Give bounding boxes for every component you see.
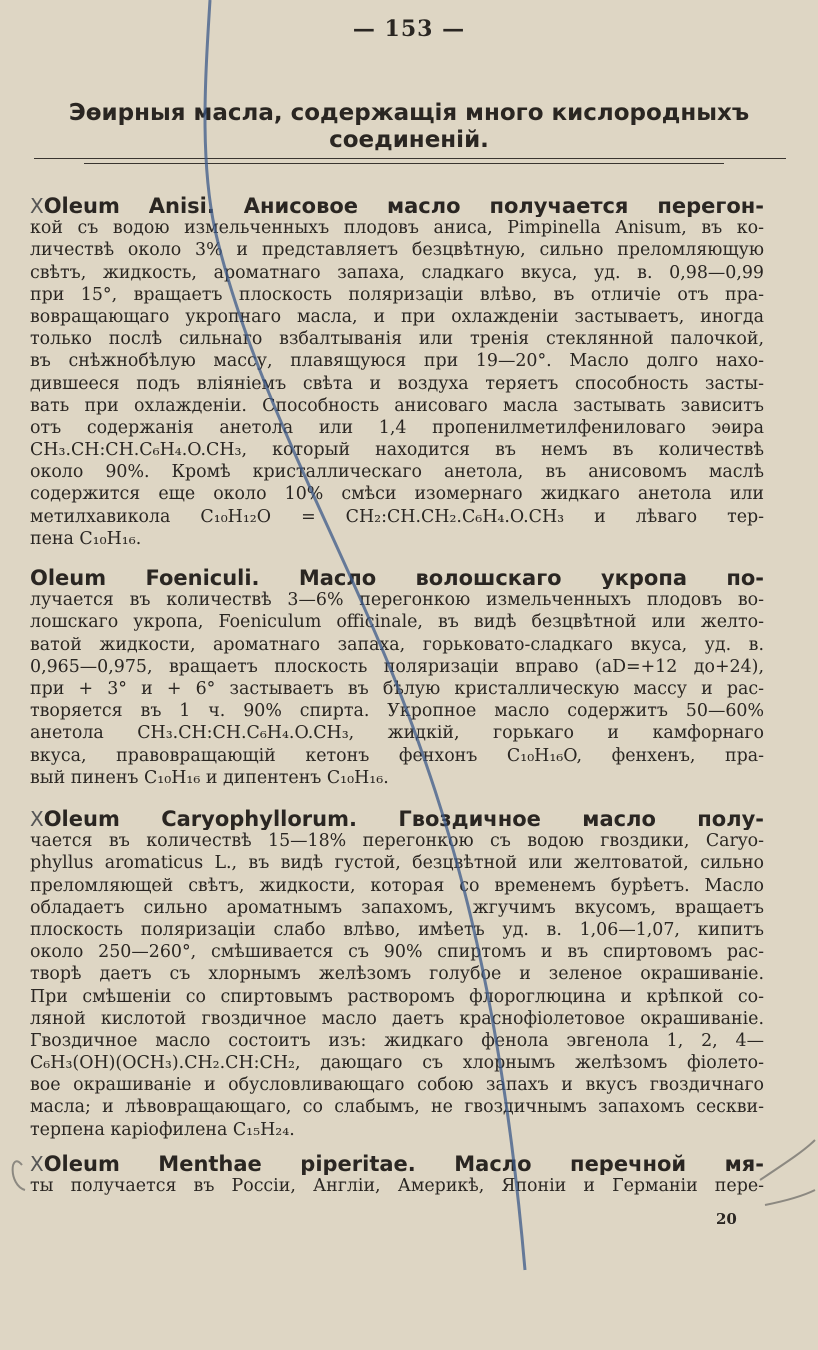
entry-line: масла; и лѣвовращающаго, со слабымъ, не гвоздичнымъ запахомъ сескви- [30,1097,764,1118]
entry-line: Гвоздичное масло состоитъ изъ: жидкаго фенола эвгенола 1, 2, 4— [30,1030,764,1051]
entry-line: вое окрашиваніе и обусловливающаго собою запахъ и вкусъ гвоздичнаго [30,1075,764,1096]
entry-oleum-menthae [30,1153,764,1197]
entry-oleum-caryophyllorum [30,808,764,1141]
page-number: — 153 — [352,16,466,42]
margin-scribble-left [13,1161,25,1190]
entry-line: ляной кислотой гвоздичное масло даетъ краснофіолетовое окрашиваніе. [30,1008,764,1029]
entry-line: ты получается въ Россіи, Англіи, Америкѣ, Японіи и Германіи пере- [30,1176,764,1197]
entry-line: CH₃.CH:CH.C₆H₄.O.CH₃, который находится въ немъ въ количествѣ [30,440,764,461]
entry-line: ватой жидкости, ароматнаго запаха, горьковато-сладкаго вкуса, уд. в. [30,634,764,655]
margin-scribble [760,1140,815,1205]
entry-line: вкуса, правовращающій кетонъ фенхонъ C₁₀H₁₆O, фенхенъ, пра- [30,745,764,766]
entry-line [30,1153,764,1175]
entry-line: обладаетъ сильно ароматнымъ запахомъ, жгучимъ вкусомъ, вращаетъ [30,897,764,918]
entry-line: творѣ даетъ съ хлорнымъ желѣзомъ голубое и зеленое окрашиваніе. [30,964,764,985]
entry-line: въ снѣжнобѣлую массу, плавящуюся при 19—20°. Масло долго нахо- [30,351,764,372]
entry-line: свѣтъ, жидкость, ароматнаго запаха, сладкаго вкуса, уд. в. 0,98—0,99 [30,262,764,283]
entry-line [30,195,764,217]
signature-mark: 20 [716,1210,737,1228]
title-rule-inner [84,163,724,164]
entry-line: личествѣ около 3% и представляетъ безцвѣтную, сильно преломляющую [30,240,764,261]
entry-line: 0,965—0,975, вращаетъ плоскость поляризаціи вправо (aD=+12 до+24), [30,656,764,677]
entry-line: содержится еще около 10% смѣси изомернаго жидкаго анетола или [30,484,764,505]
entry-line: При смѣшеніи со спиртовымъ растворомъ флороглюцина и крѣпкой со- [30,986,764,1007]
section-title: Эѳирныя масла, содержащія много кислородныхъ соединеній. [68,100,750,153]
entry-line: около 250—260°, смѣшивается съ 90% спиртомъ и въ спиртовомъ рас- [30,942,764,963]
entry-line: метилхавикола C₁₀H₁₂O = CH₂:CH.CH₂.C₆H₄.O.CH₃ и лѣваго тер- [30,506,764,527]
entry-line: анетола CH₃.CH:CH.C₆H₄.O.CH₃, жидкій, горькаго и камфорнаго [30,723,764,744]
entry-line: плоскость поляризаціи слабо влѣво, имѣетъ уд. в. 1,06—1,07, кипитъ [30,919,764,940]
entry-line: только послѣ сильнаго взбалтыванія или тренія стеклянной палочкой, [30,329,764,350]
entry-heading: Oleum Caryophyllorum. Гвоздичное масло полу- [43,808,764,831]
entry-line: кой съ водою измельченныхъ плодовъ аниса, Pimpinella Anisum, въ ко- [30,218,764,239]
entry-line: преломляющей свѣтъ, жидкости, которая со временемъ бурѣетъ. Масло [30,875,764,896]
entry-heading: Oleum Anisi. Анисовое масло получается перегон- [43,195,764,218]
pencil-mark: X [30,195,44,218]
entry-line: дившееся подъ вліяніемъ свѣта и воздуха теряетъ способность засты- [30,373,764,394]
entry-line: чается въ количествѣ 15—18% перегонкою съ водою гвоздики, Caryo- [30,831,764,852]
title-rule [34,158,786,159]
entry-line: при + 3° и + 6° застываетъ въ бѣлую кристаллическую массу и рас- [30,678,764,699]
pencil-mark: X [30,1153,44,1176]
entry-line: C₆H₃(OH)(OCH₃).CH₂.CH:CH₂, дающаго съ хлорнымъ желѣзомъ фіолето- [30,1053,764,1074]
entry-oleum-foeniculi [30,567,764,789]
entry-line [30,567,764,589]
entry-line: вый пиненъ C₁₀H₁₆ и дипентенъ C₁₀H₁₆. [30,767,389,788]
entry-oleum-anisi [30,195,764,550]
entry-line: терпена каріофилена C₁₅H₂₄. [30,1119,295,1140]
entry-line: вовращающаго укропнаго масла, и при охлажденіи застываетъ, иногда [30,306,764,327]
entry-line: лошскаго укропа, Foeniculum officinale, въ видѣ безцвѣтной или желто- [30,612,764,633]
entry-line: творяется въ 1 ч. 90% спирта. Укропное масло содержитъ 50—60% [30,701,764,722]
entry-heading: Oleum Menthae piperitae. Масло перечной мя- [43,1153,764,1176]
entry-line: лучается въ количествѣ 3—6% перегонкою измельченныхъ плодовъ во- [30,590,764,611]
entry-line: при 15°, вращаетъ плоскость поляризаціи влѣво, въ отличіе отъ пра- [30,284,764,305]
entry-line: пена C₁₀H₁₆. [30,528,142,549]
entry-line: phyllus aromaticus L., въ видѣ густой, безцвѣтной или желтоватой, сильно [30,853,764,874]
pencil-mark: X [30,808,44,831]
entry-line: около 90%. Кромѣ кристаллическаго анетола, въ анисовомъ маслѣ [30,462,764,483]
entry-line: вать при охлажденіи. Способность анисоваго масла застывать зависитъ [30,395,764,416]
entry-line [30,808,764,830]
entry-line: отъ содержанія анетола или 1,4 пропенилметилфениловаго эѳира [30,417,764,438]
entry-heading: Oleum Foeniculi. Масло волошскаго укропа по- [30,567,764,590]
